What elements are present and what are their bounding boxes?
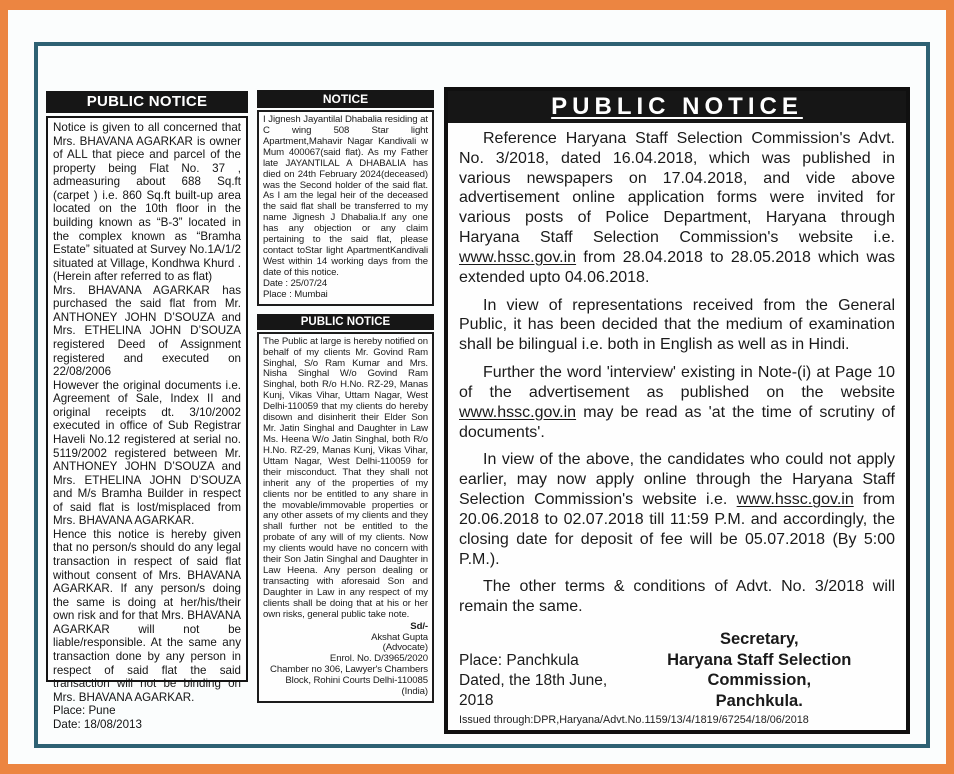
paragraph-text: from 28.04.2018 to 28.05.2018 which was extended upto 04.06.2018.	[459, 248, 895, 286]
paragraph-text: from 20.06.2018 to 02.07.2018 till 11:59 P.M. and accordingly, the closing date for deposit of fee will be 05.07.2018 (By 5:00 P.M.).	[459, 491, 896, 568]
notice-dhabalia-body	[257, 110, 434, 306]
notice-dhabalia-title: NOTICE	[257, 90, 434, 108]
signoff-name: Akshat Gupta	[371, 631, 428, 643]
notice-agarkar-title: PUBLIC NOTICE	[46, 91, 248, 113]
notice-dhabalia-date: Date : 25/07/24	[263, 277, 328, 289]
notice-hssc-issued-line: Issued through:DPR,Haryana/Advt.No.1159/13/4/1819/67254/18/06/2018	[459, 713, 809, 726]
notice-hssc-signoff	[627, 629, 895, 712]
notice-hssc-signature-row	[459, 629, 895, 712]
notice-agarkar	[46, 91, 248, 731]
notice-hssc-title	[448, 91, 906, 123]
signoff-city: Panchkula.	[715, 691, 803, 710]
notice-singhal	[257, 314, 434, 703]
notice-agarkar-paragraph-2: Mrs. BHAVANA AGARKAR has purchased the said flat from Mr. ANTHONEY JOHN D’SOUZA and Mrs. ETHELINA JOHN D’SOUZA registered Deed of Assignment registered and executed on 22/08/2006	[53, 283, 241, 379]
notice-hssc-title-text: PUBLIC NOTICE	[551, 93, 803, 120]
paragraph-text: may be read as 'at the time of scrutiny of documents'.	[459, 403, 895, 441]
notice-dhabalia-paragraph: I Jignesh Jayantilal Dhabalia residing at C wing 508 Star light Apartment,Mahavir Nagar Kandivali w Mum 400067(said flat). As my Father late JAYANTILAL A DHABALIA has died on 24th February 2024(deceased) was the Second holder of the said flat. As I am the legal heir of the deceased the said flat shall be transferred to my name Jignesh J Dhabalia.If any one has any objection or any claim pertaining to the said flat, please contact toStar light ApartmentKandivali West within 14 working days from the date of this notice.	[263, 114, 428, 278]
notice-agarkar-paragraph-4: Hence this notice is hereby given that no person/s should do any legal transaction in respect of said flat without consent of Mrs. BHAVANA AGARKAR. If any person/s doing the same is doing at her/his/their own risk and for that Mrs. BHAVANA AGARKAR will not be liable/responsible. At the same any transaction done by any person in respect of said flat the said transaction will not be binding on Mrs. BHAVANA AGARKAR.	[53, 527, 241, 704]
notice-agarkar-paragraph-1: Notice is given to all concerned that Mrs. BHAVANA AGARKAR is owner of ALL that piece and parcel of the property being Flat No. 37 , admeasuring about 688 Sq.ft (carpet ) i.e. 860 Sq.ft built-up area located on the 10th floor in the building known as “B-3” located in the complex known as “Bramha Estate” situated at Survey No.1A/1/2 situated at Village, Kondhwa Khurd . (Herein after referred to as flat)	[53, 121, 241, 284]
hssc-website-link[interactable]: www.hssc.gov.in	[459, 403, 577, 421]
notice-hssc-body	[448, 123, 906, 730]
notice-hssc-place-block	[459, 651, 627, 711]
notice-hssc	[444, 87, 910, 734]
signoff-designation: (Advocate)	[382, 642, 428, 654]
signoff-title: Secretary,	[719, 630, 799, 649]
hssc-website-link[interactable]: www.hssc.gov.in	[459, 248, 577, 266]
notice-dhabalia	[257, 90, 434, 306]
notice-hssc-paragraph-2: In view of representations received from the General Public, it has been decided that the medium of examination shall be bilingual i.e. both in English as well as in Hindi.	[459, 296, 895, 354]
notice-singhal-title: PUBLIC NOTICE	[257, 314, 434, 330]
notice-hssc-dated: Dated, the 18th June, 2018	[459, 672, 608, 710]
hssc-website-link[interactable]: www.hssc.gov.in	[736, 491, 854, 509]
notice-hssc-place: Place: Panchkula	[459, 652, 579, 670]
notice-agarkar-date: Date: 18/08/2013	[53, 717, 142, 731]
notice-agarkar-paragraph-3: However the original documents i.e. Agreement of Sale, Index II and original receipts dt. 3/10/2002 executed in office of Sub Registrar Haveli No.12 registered at serial no. 5119/2002 registered between Mr. ANTHONEY JOHN D’SOUZA and Mrs. ETHELINA JOHN D’SOUZA and M/s Bramha Builder in respect of said flat is lost/misplaced from Mrs. BHAVANA AGARKAR.	[53, 378, 241, 528]
signoff-address-line-2: Block, Rohini Courts Delhi-110085 (India)	[285, 675, 428, 698]
signoff-org: Haryana Staff Selection Commission,	[667, 650, 852, 690]
notice-dhabalia-place: Place : Mumbai	[263, 288, 328, 300]
paragraph-text: Further the word 'interview' existing in Note-(i) at Page 10 of the advertisement as published on the website	[459, 364, 895, 401]
notice-singhal-paragraph: The Public at large is hereby notified on behalf of my clients Mr. Govind Ram Singhal, S/o Ram Kumar and Mrs. Nisha Singhal W/o Govind Ram Singhal, both R/o H.No. RZ-29, Manas Kunj, Vikas Vihar, Uttam Nagar, West Delhi-110059 that my clients do hereby disown and disinherit their Elder Son Mr. Jatin Singhal and Daughter in Law Ms. Heena W/o Jatin Singhal, both R/o H.No. RZ-29, Manas Kunj, Vikas Vihar, Uttam Nagar, West Delhi-110059 for their misconduct. That they shall not inherit any of the properties of my clients nor be entitled to any share in the movable/immovable properties or any other assets of my clients and they shall further not be entitled to the probate of any will of my clients. Now my clients would have no concern with their Son Jatin Singhal and Daughter in Law Heena. Any person dealing or transacting with aforesaid Son and Daughter in Law in any respect of my clients shall be doing that at his or her own risks, general public take note.	[263, 335, 428, 620]
notice-singhal-signoff	[263, 622, 428, 698]
notice-hssc-paragraph-3	[459, 363, 895, 442]
paragraph-text: Reference Haryana Staff Selection Commission's Advt. No. 3/2018, dated 16.04.2018, which was published in various newspapers on 17.04.2018, and vide above advertisement online application forms were invited for various posts of Police Department, Haryana through Haryana Staff Selection Commission's website i.e.	[459, 130, 895, 247]
middle-column	[257, 90, 434, 703]
paragraph-text: In view of the above, the candidates who could not apply earlier, may now apply online through the Haryana Staff Selection Commission's website i.e.	[459, 451, 895, 509]
notice-singhal-body	[257, 332, 434, 703]
signoff-address-line-1: Chamber no 306, Lawyer's Chambers	[270, 664, 428, 676]
notice-hssc-paragraph-4	[459, 450, 895, 569]
signoff-enrolment: Enrol. No. D/3965/2020	[329, 653, 428, 665]
notice-hssc-paragraph-5: The other terms & conditions of Advt. No. 3/2018 will remain the same.	[459, 578, 895, 616]
notice-agarkar-body	[46, 116, 248, 731]
notice-agarkar-place: Place: Pune	[53, 704, 116, 718]
signoff-sd: Sd/-	[410, 620, 428, 632]
notice-hssc-paragraph-1	[459, 129, 895, 288]
